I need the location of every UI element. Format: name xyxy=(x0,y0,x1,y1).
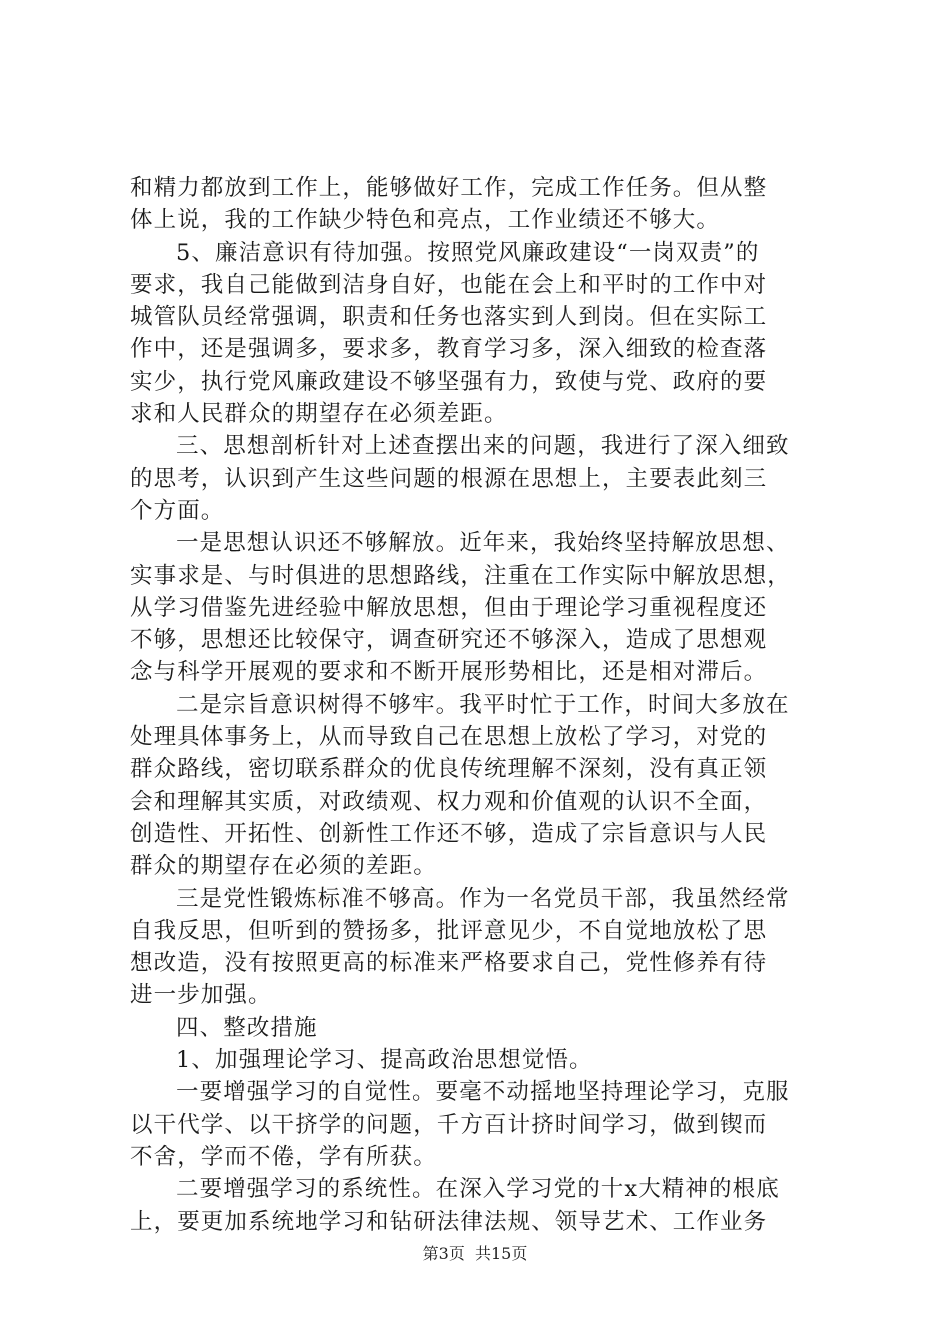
text-line: 二是宗旨意识树得不够牢。我平时忙于工作，时间大多放在 xyxy=(176,691,790,718)
text-line: 求和人民群众的期望存在必须差距。 xyxy=(130,401,508,428)
text-line: 二要增强学习的系统性。在深入学习党的十x大精神的根底 xyxy=(176,1176,780,1203)
text-line: 创造性、开拓性、创新性工作还不够，造成了宗旨意识与人民 xyxy=(130,820,768,847)
text-line: 不舍，学而不倦，学有所获。 xyxy=(130,1143,437,1170)
text-line: 自我反思，但听到的赞扬多，批评意见少，不自觉地放松了思 xyxy=(130,917,768,944)
text-line: 从学习借鉴先进经验中解放思想，但由于理论学习重视程度还 xyxy=(130,594,768,621)
text-line: 实事求是、与时俱进的思想路线，注重在工作实际中解放思想， xyxy=(130,562,791,589)
text-line: 要求，我自己能做到洁身自好，也能在会上和平时的工作中对 xyxy=(130,271,768,298)
document-body xyxy=(130,172,830,1238)
text-line: 一是思想认识还不够解放。近年来，我始终坚持解放思想、 xyxy=(176,530,790,557)
text-line: 念与科学开展观的要求和不断开展形势相比，还是相对滞后。 xyxy=(130,659,768,686)
text-line: 进一步加强。 xyxy=(130,982,272,1009)
text-line: 的思考，认识到产生这些问题的根源在思想上，主要表此刻三 xyxy=(130,465,768,492)
text-line: 三是党性锻炼标准不够高。作为一名党员干部，我虽然经常 xyxy=(176,885,790,912)
text-line: 以干代学、以干挤学的问题，千方百计挤时间学习，做到锲而 xyxy=(130,1111,768,1138)
text-line: 群众的期望存在必须的差距。 xyxy=(130,853,437,880)
text-line: 个方面。 xyxy=(130,497,225,524)
text-line: 5、廉洁意识有待加强。按照党风廉政建设“一岗双责”的 xyxy=(176,239,760,266)
text-line: 三、思想剖析针对上述查摆出来的问题，我进行了深入细致 xyxy=(176,433,790,460)
text-line: 想改造，没有按照更高的标准来严格要求自己，党性修养有待 xyxy=(130,950,768,977)
text-line: 作中，还是强调多，要求多，教育学习多，深入细致的检查落 xyxy=(130,336,768,363)
text-line: 一要增强学习的自觉性。要毫不动摇地坚持理论学习，克服 xyxy=(176,1079,790,1106)
text-line: 和精力都放到工作上，能够做好工作，完成工作任务。但从整 xyxy=(130,175,768,201)
text-line: 实少，执行党风廉政建设不够坚强有力，致使与党、政府的要 xyxy=(130,368,768,395)
text-line: 四、整改措施 xyxy=(176,1014,318,1041)
page-number-footer: 第3页 共15页 xyxy=(422,1244,528,1263)
text-line: 城管队员经常强调，职责和任务也落实到人到岗。但在实际工 xyxy=(130,304,768,331)
text-line: 1、加强理论学习、提高政治思想觉悟。 xyxy=(176,1047,593,1074)
text-line: 处理具体事务上，从而导致自己在思想上放松了学习，对党的 xyxy=(130,724,768,751)
text-line: 不够，思想还比较保守，调查研究还不够深入，造成了思想观 xyxy=(130,627,768,654)
text-line: 上，要更加系统地学习和钻研法律法规、领导艺术、工作业务 xyxy=(130,1208,768,1235)
text-line: 会和理解其实质，对政绩观、权力观和价值观的认识不全面， xyxy=(130,788,768,815)
text-line: 群众路线，密切联系群众的优良传统理解不深刻，没有真正领 xyxy=(130,756,768,783)
text-line: 体上说，我的工作缺少特色和亮点，工作业绩还不够大。 xyxy=(130,207,721,234)
